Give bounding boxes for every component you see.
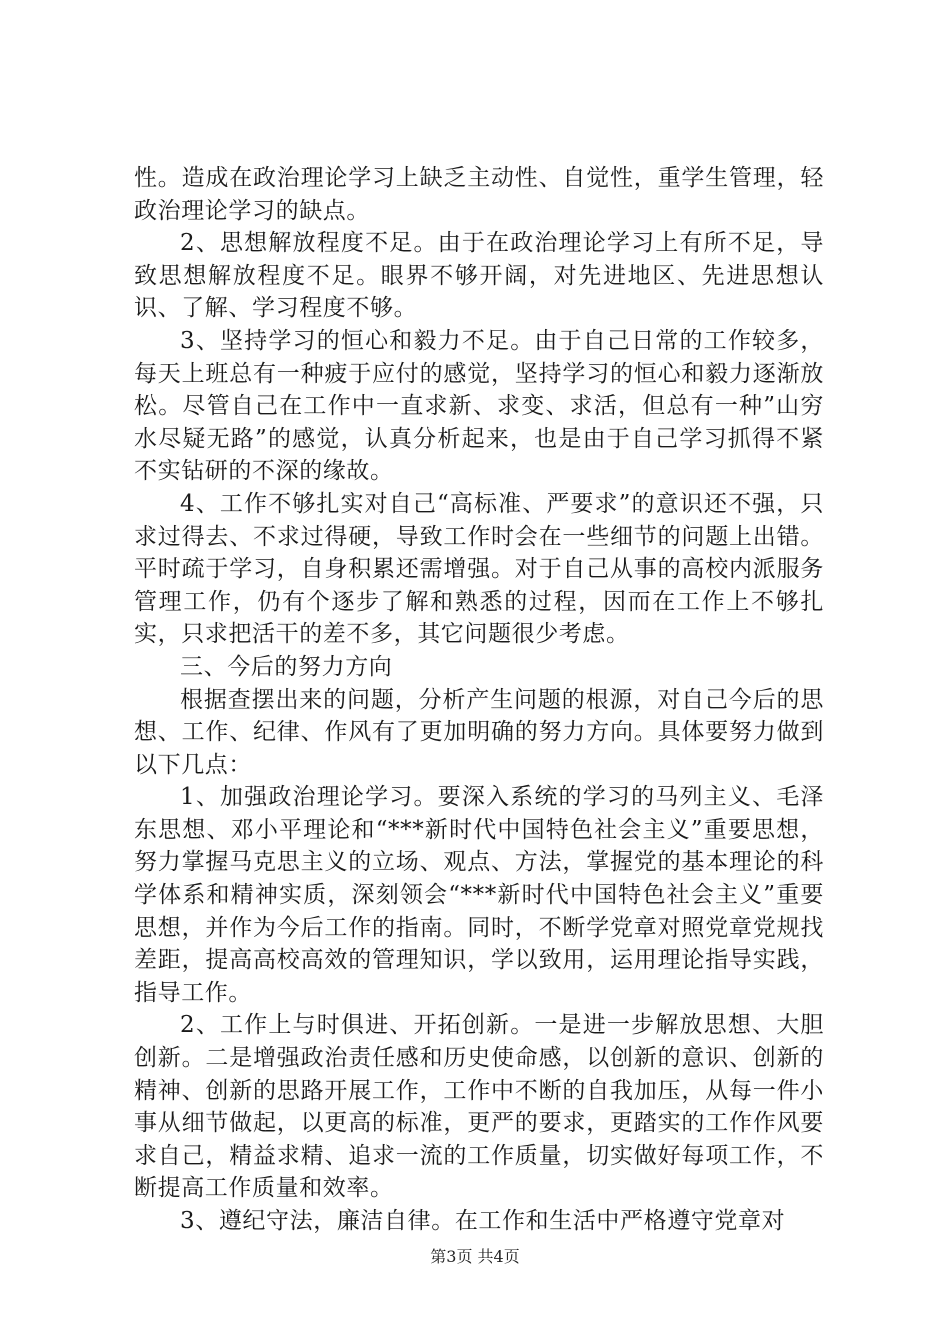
document-body — [134, 162, 824, 1238]
paragraph: 根据查摆出来的问题，分析产生问题的根源，对自己今后的思想、工作、纪律、作风有了更加明确的努力方向。具体要努力做到以下几点： — [134, 686, 824, 778]
section-heading: 三、今后的努力方向 — [180, 653, 393, 680]
page-number-footer: 第3页 共4页 — [430, 1247, 520, 1266]
paragraph: 2、工作上与时俱进、开拓创新。一是进一步解放思想、大胆创新。二是增强政治责任感和历史使命感，以创新的意识、创新的精神、创新的思路开展工作，工作中不断的自我加压，从每一件小事从细节做起，以更高的标准，更严的要求，更踏实的工作作风要求自己，精益求精、追求一流的工作质量，切实做好每项工作，不断提高工作质量和效率。 — [134, 1012, 824, 1202]
paragraph: 3、坚持学习的恒心和毅力不足。由于自己日常的工作较多，每天上班总有一种疲于应付的感觉，坚持学习的恒心和毅力逐渐放松。尽管自己在工作中一直求新、求变、求活，但总有一种”山穷水尽疑无路”的感觉，认真分析起来，也是由于自己学习抓得不紧不实钻研的不深的缘故。 — [134, 327, 824, 485]
paragraph: 3、遵纪守法，廉洁自律。在工作和生活中严格遵守党章对 — [180, 1208, 786, 1234]
paragraph: 性。造成在政治理论学习上缺乏主动性、自觉性，重学生管理，轻政治理论学习的缺点。 — [134, 165, 824, 224]
paragraph: 4、工作不够扎实对自己“高标准、严要求”的意识还不强，只求过得去、不求过得硬，导致工作时会在一些细节的问题上出错。平时疏于学习，自身积累还需增强。对于自己从事的高校内派服务管理工作，仍有个逐步了解和熟悉的过程，因而在工作上不够扎实，只求把活干的差不多，其它问题很少考虑。 — [134, 490, 824, 648]
paragraph: 2、思想解放程度不足。由于在政治理论学习上有所不足，导致思想解放程度不足。眼界不够开阔，对先进地区、先进思想认识、了解、学习程度不够。 — [134, 230, 824, 322]
paragraph: 1、加强政治理论学习。要深入系统的学习的马列主义、毛泽东思想、邓小平理论和“***新时代中国特色社会主义”重要思想，努力掌握马克思主义的立场、观点、方法，掌握党的基本理论的科学体系和精神实质，深刻领会“***新时代中国特色社会主义”重要思想，并作为今后工作的指南。同时，不断学党章对照党章党规找差距，提高高校高效的管理知识，学以致用，运用理论指导实践，指导工作。 — [134, 784, 824, 1006]
